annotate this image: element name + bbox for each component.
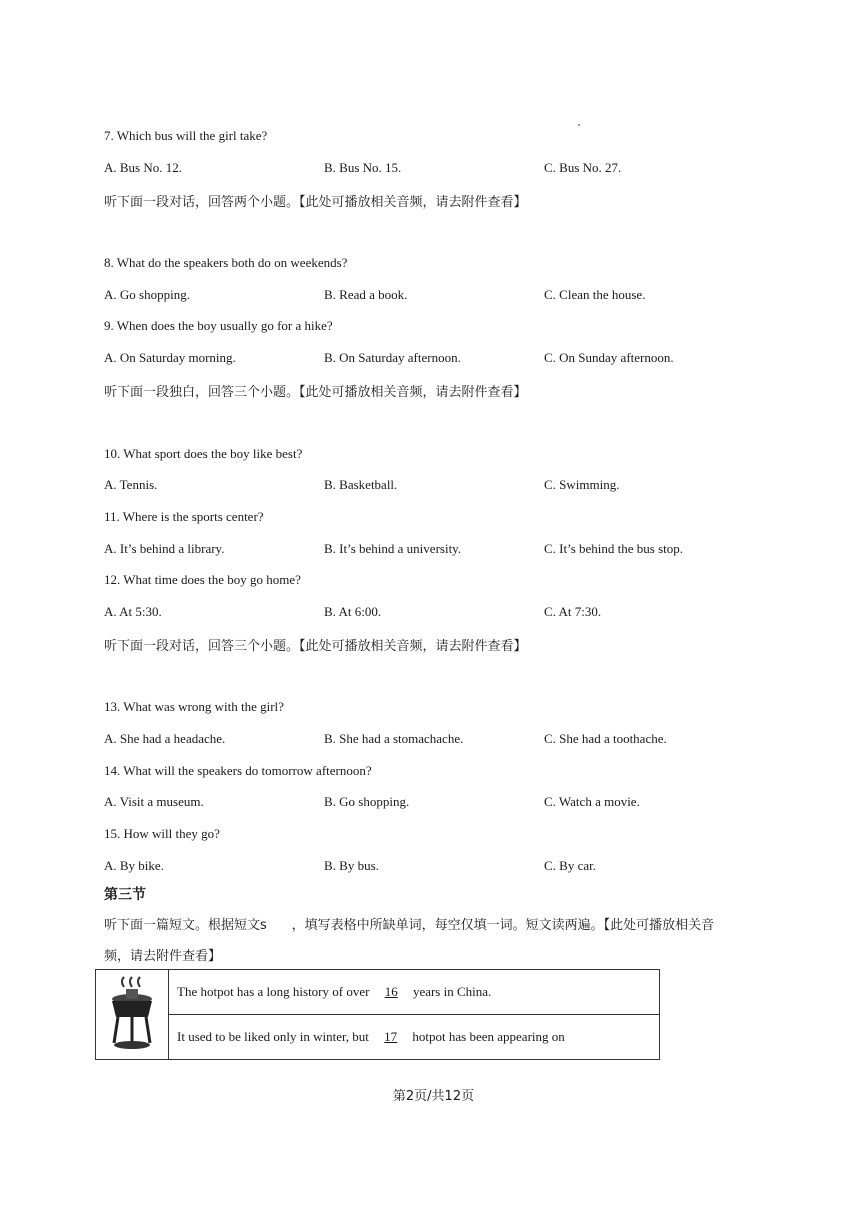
option-7b: B. Bus No. 15. — [324, 160, 402, 175]
question-11: 11. Where is the sports center? — [104, 509, 264, 524]
question-8: 8. What do the speakers both do on weekends? — [104, 255, 348, 270]
option-9a: A. On Saturday morning. — [104, 350, 236, 365]
section-title: 第三节 — [104, 887, 146, 903]
option-13c: C. She had a toothache. — [544, 731, 667, 746]
section3-instruction-line2: 频，请去附件查看】 — [104, 949, 222, 964]
option-8c: C. Clean the house. — [544, 287, 646, 302]
option-10b: B. Basketball. — [324, 477, 398, 492]
question-7: 7. Which bus will the girl take? — [104, 128, 268, 143]
option-11a: A. It’s behind a library. — [104, 541, 225, 556]
option-14a: A. Visit a museum. — [104, 794, 204, 809]
instruction-three-dialog: 听下面一段对话，回答三个小题。【此处可播放相关音频，请去附件查看】 — [104, 639, 527, 654]
question-10: 10. What sport does the boy like best? — [104, 446, 303, 461]
option-13a: A. She had a headache. — [104, 731, 226, 746]
hotpot-icon — [104, 973, 160, 1053]
option-15a: A. By bike. — [104, 858, 164, 873]
table-row-1: The hotpot has a long history of over 16 years in China. — [169, 970, 660, 1015]
option-9b: B. On Saturday afternoon. — [324, 350, 461, 365]
section3-instruction-line1: 听下面一篇短文。根据短文s ，填写表格中所缺单词，每空仅填一词。短文读两遍。【此处可播放相关音 — [104, 918, 715, 933]
blank-17[interactable]: 17 — [384, 1029, 398, 1044]
option-12b: B. At 6:00. — [324, 604, 382, 619]
page-footer: 第2页/共12页 — [392, 1089, 475, 1104]
question-14: 14. What will the speakers do tomorrow afternoon? — [104, 763, 372, 778]
option-14b: B. Go shopping. — [324, 794, 410, 809]
option-10c: C. Swimming. — [544, 477, 620, 492]
option-12c: C. At 7:30. — [544, 604, 602, 619]
question-15: 15. How will they go? — [104, 826, 220, 841]
speck — [578, 124, 580, 126]
fill-in-table — [95, 969, 660, 1060]
option-9c: C. On Sunday afternoon. — [544, 350, 674, 365]
option-8b: B. Read a book. — [324, 287, 408, 302]
option-7c: C. Bus No. 27. — [544, 160, 622, 175]
option-8a: A. Go shopping. — [104, 287, 190, 302]
hotpot-image — [96, 970, 169, 1060]
option-13b: B. She had a stomachache. — [324, 731, 464, 746]
option-10a: A. Tennis. — [104, 477, 158, 492]
option-15c: C. By car. — [544, 858, 596, 873]
option-7a: A. Bus No. 12. — [104, 160, 183, 175]
table-row-2: It used to be liked only in winter, but 17 hotpot has been appearing on — [169, 1015, 660, 1060]
blank-16[interactable]: 16 — [384, 984, 398, 999]
question-9: 9. When does the boy usually go for a hike? — [104, 318, 333, 333]
question-12: 12. What time does the boy go home? — [104, 572, 301, 587]
question-13: 13. What was wrong with the girl? — [104, 699, 284, 714]
option-11b: B. It’s behind a university. — [324, 541, 462, 556]
instruction-three-mono: 听下面一段独白，回答三个小题。【此处可播放相关音频，请去附件查看】 — [104, 385, 527, 400]
instruction-two: 听下面一段对话，回答两个小题。【此处可播放相关音频，请去附件查看】 — [104, 195, 527, 210]
option-12a: A. At 5:30. — [104, 604, 162, 619]
option-14c: C. Watch a movie. — [544, 794, 640, 809]
option-11c: C. It’s behind the bus stop. — [544, 541, 684, 556]
option-15b: B. By bus. — [324, 858, 379, 873]
